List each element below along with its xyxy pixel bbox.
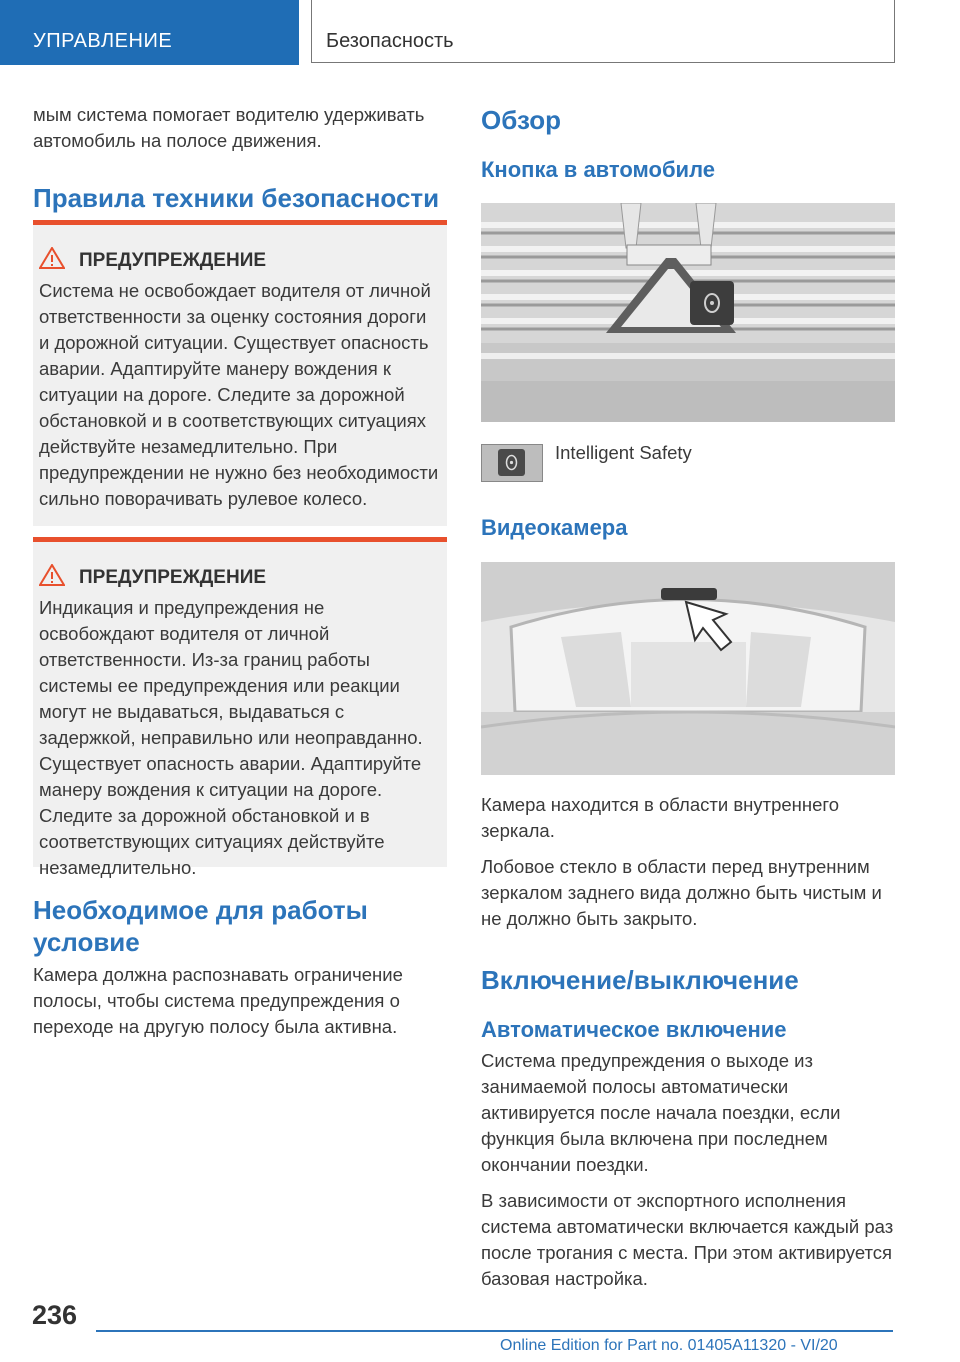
conditions-text: Камера должна распознавать ограничение полосы, чтобы система предупреждения о переходе на другую полосу была активна. bbox=[33, 964, 403, 1037]
windshield-interior-illustration bbox=[481, 562, 895, 775]
page-number: 236 bbox=[32, 1300, 78, 1330]
footer-rule bbox=[96, 1330, 893, 1332]
dashboard-grille-illustration bbox=[481, 203, 895, 422]
conditions-heading: Необходимое для работы условие bbox=[33, 895, 368, 957]
header-section-label: УПРАВЛЕНИЕ bbox=[33, 30, 173, 52]
button-photo bbox=[481, 203, 895, 422]
left-column-top bbox=[33, 102, 451, 214]
right-column-top bbox=[481, 104, 895, 184]
warning-2-title: ПРЕДУПРЕЖДЕНИЕ bbox=[79, 567, 267, 588]
camera-text-2: Лобовое стекло в области перед внутренним зеркалом заднего вида должно быть чистым и не должно быть закрыто. bbox=[481, 856, 882, 929]
camera-heading: Видеокамера bbox=[481, 515, 628, 540]
header-chapter-label: Безопасность bbox=[326, 30, 454, 52]
warning-triangle-icon bbox=[39, 247, 65, 269]
button-caption: Intelligent Safety bbox=[555, 442, 692, 463]
safety-heading: Правила техники безопасности bbox=[33, 183, 440, 213]
overview-heading: Обзор bbox=[481, 105, 561, 135]
warning-1-text: Система не освобождает водителя от личной ответственности за оценку состояния дороги и дорожной ситуации. Существует опасность аварии. Адаптируйте манеру вождения к ситуации на дороге. Следите за дорожной обстановкой и в соответствующих ситуациях действуйте незамедлительно. При предупреждении не нужно без необходимости сильно поворачивать рулевое колесо. bbox=[39, 280, 439, 509]
intro-text: мым система помогает водителю удерживать автомобиль на полосе движения. bbox=[33, 104, 425, 151]
footer-edition: Online Edition for Part no. 01405A11320 - VI/20 bbox=[500, 1337, 838, 1354]
warning-triangle-icon bbox=[39, 564, 65, 586]
right-column-bottom bbox=[481, 792, 895, 1292]
camera-text-1: Камера находится в области внутреннего зеркала. bbox=[481, 794, 840, 841]
header-chapter-box bbox=[311, 0, 895, 63]
warning-2-text: Индикация и предупреждения не освобождают водителя от личной ответственности. Из-за границ работы системы ее предупреждения или реакции могут не выдаваться, выдаваться с задержкой, неправильно или неоправданно. Существует опасность аварии. Адаптируйте манеру вождения к ситуации на дороге. Следите за дорожной обстановкой и в соответствующих ситуациях действуйте незамедлительно. bbox=[39, 597, 423, 878]
auto-text-2: В зависимости от экспортного исполнения система автоматически включается каждый раз после трогания с места. При этом активируется базовая настройка. bbox=[481, 1190, 894, 1289]
header-section-tab bbox=[0, 0, 299, 65]
auto-heading: Автоматическое включение bbox=[481, 1017, 787, 1042]
button-heading: Кнопка в автомобиле bbox=[481, 157, 715, 182]
auto-text-1: Система предупреждения о выходе из занимаемой полосы автоматически активируется после начала поездки, если функция была включена при последнем окончании поездки. bbox=[481, 1050, 841, 1175]
onoff-heading: Включение/выключение bbox=[481, 965, 799, 995]
warning-box-1 bbox=[33, 220, 447, 526]
intelligent-safety-icon bbox=[481, 444, 543, 482]
warning-box-2 bbox=[33, 537, 447, 878]
warning-1-title: ПРЕДУПРЕЖДЕНИЕ bbox=[79, 250, 267, 271]
camera-photo bbox=[481, 562, 895, 775]
left-column-bottom bbox=[33, 894, 451, 1040]
